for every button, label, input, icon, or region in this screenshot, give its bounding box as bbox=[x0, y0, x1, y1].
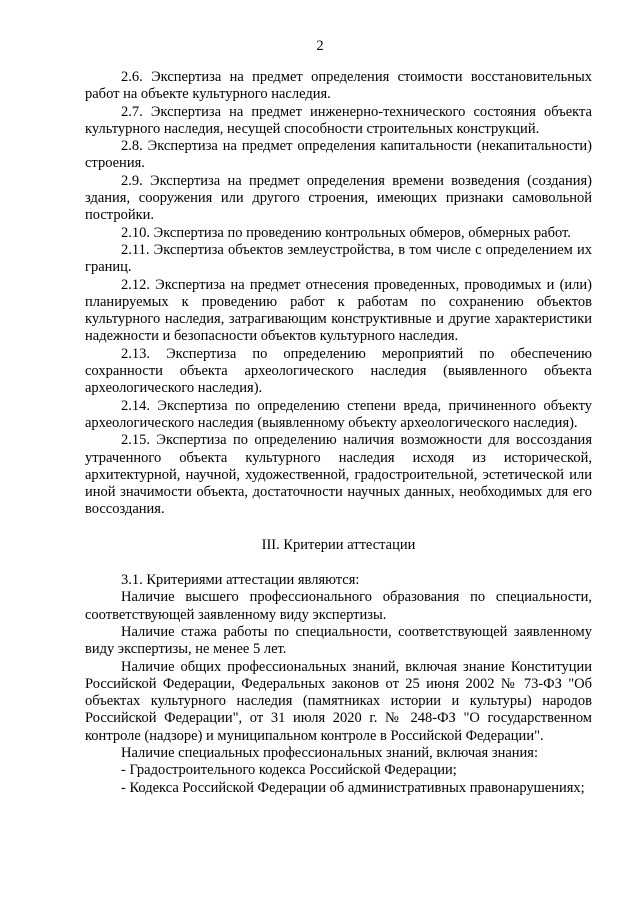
list-item-urban-planning-code: - Градостроительного кодекса Российской Федерации; bbox=[121, 762, 457, 779]
paragraph-education: Наличие высшего профессионального образования по специальности, соответствующей заявленному виду экспертизы. bbox=[85, 589, 592, 623]
paragraph-2-10: 2.10. Экспертиза по проведению контрольных обмеров, обмерных работ. bbox=[121, 224, 571, 241]
paragraph-special-knowledge: Наличие специальных профессиональных знаний, включая знания: bbox=[121, 744, 538, 761]
paragraph-2-13: 2.13. Экспертиза по определению мероприятий по обеспечению сохранности объекта археологического наследия (выявленного объекта археологического наследия). bbox=[85, 345, 592, 397]
paragraph-2-9: 2.9. Экспертиза на предмет определения времени возведения (создания) здания, сооружения или другого строения, имеющих признаки самовольной постройки. bbox=[85, 172, 592, 224]
paragraph-2-6: 2.6. Экспертиза на предмет определения стоимости восстановительных работ на объекте культурного наследия. bbox=[85, 69, 592, 103]
section-heading: III. Критерии аттестации bbox=[261, 536, 416, 553]
paragraph-3-1: 3.1. Критериями аттестации являются: bbox=[121, 572, 360, 589]
paragraph-2-7: 2.7. Экспертиза на предмет инженерно-технического состояния объекта культурного наследия, несущей способности строительных конструкций. bbox=[85, 103, 592, 137]
paragraph-2-15: 2.15. Экспертиза по определению наличия возможности для воссоздания утраченного объекта культурного наследия исходя из исторической, архитектурной, научной, художественной, градостроительной, эстетической или иной значимости объекта, достаточности научных данных, необходимых для его воссоздания. bbox=[85, 432, 592, 518]
page-number: 2 bbox=[316, 38, 324, 54]
paragraph-2-14: 2.14. Экспертиза по определению степени вреда, причиненного объекту археологического наследия (выявленному объекту археологического наследия). bbox=[85, 397, 592, 431]
paragraph-2-12: 2.12. Экспертиза на предмет отнесения проведенных, проводимых и (или) планируемых к проведению работ к работам по сохранению объектов культурного наследия, затрагивающим конструктивные и другие характеристики надежности и безопасности объектов культурного наследия. bbox=[85, 276, 592, 345]
paragraph-2-11: 2.11. Экспертиза объектов землеустройства, в том числе с определением их границ. bbox=[85, 241, 592, 276]
list-item-administrative-code: - Кодекса Российской Федерации об административных правонарушениях; bbox=[121, 779, 585, 796]
paragraph-general-knowledge: Наличие общих профессиональных знаний, включая знание Конституции Российской Федерации, Федеральных законов от 25 июня 2002 № 73-ФЗ "Об объектах культурного наследия (памятниках истории и культуры) народов Российской Федерации", от 31 июля 2020 г. № 248-ФЗ "О государственном контроле (надзоре) и муниципальном контроле в Российской Федерации". bbox=[85, 658, 592, 744]
paragraph-2-8: 2.8. Экспертиза на предмет определения капитальности (некапитальности) строения. bbox=[85, 138, 592, 172]
paragraph-experience: Наличие стажа работы по специальности, соответствующей заявленному виду экспертизы, не менее 5 лет. bbox=[85, 623, 592, 658]
document-body bbox=[85, 69, 592, 797]
